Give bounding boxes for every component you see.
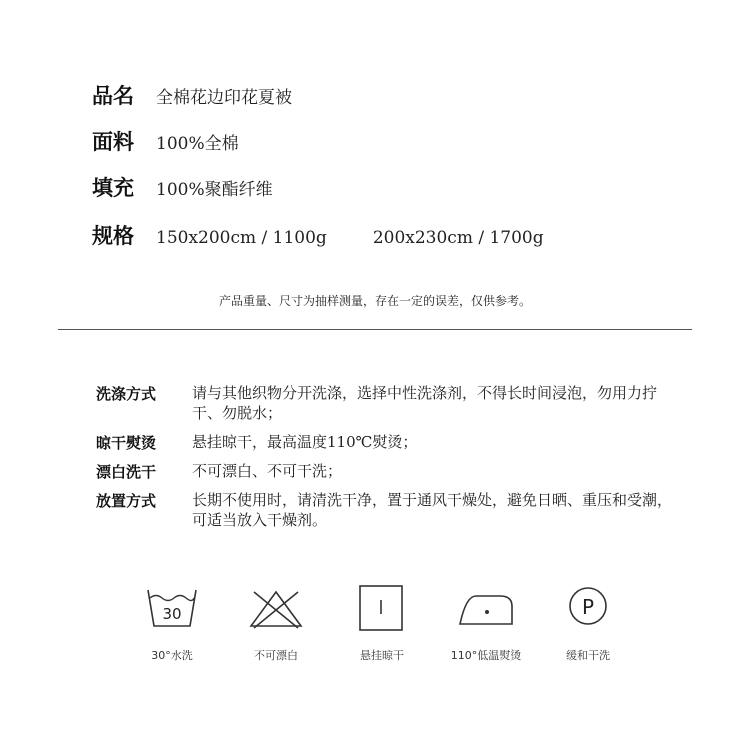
dry-clean-letter: P [581,595,595,619]
care-row-bleach [96,461,672,483]
icon-caption-iron: 110°低温熨烫 [450,649,522,662]
spec-label: 填充 [92,176,134,200]
spec-value: 100%全棉 [156,134,239,154]
spec-label: 规格 [92,224,134,248]
care-row-drying [96,432,672,454]
icon-caption-no-bleach: 不可漂白 [254,649,298,662]
care-label: 晾干熨烫 [96,434,157,452]
hang-dry-icon [352,584,412,632]
spec-value: 100%聚酯纤维 [156,180,273,200]
care-label: 放置方式 [96,492,157,510]
icon-caption-hang-dry: 悬挂晾干 [360,649,404,662]
spec-row-name [92,80,292,110]
spec-value-secondary: 200x230cm / 1700g [372,228,544,248]
no-bleach-icon [246,584,306,632]
spec-row-fabric [92,126,239,156]
icon-caption-wash: 30°水洗 [151,649,193,662]
spec-label: 面料 [92,130,134,154]
disclaimer-note: 产品重量、尺寸为抽样测量，存在一定的误差，仅供参考。 [218,294,531,308]
care-label: 洗涤方式 [96,385,157,403]
care-text: 长期不使用时，请清洗干净，置于通风干燥处，避免日晒、重压和受潮，可适当放入干燥剂。 [192,491,673,529]
icon-caption-dry-clean: 缓和干洗 [566,649,610,662]
care-label: 漂白洗干 [96,463,157,481]
iron-110-icon [456,584,516,632]
dry-clean-p-icon [558,584,618,632]
spec-row-filling [92,172,273,202]
care-text: 不可漂白、不可干洗； [192,462,343,480]
spec-label: 品名 [92,84,134,108]
divider [58,329,692,330]
care-text: 请与其他织物分开洗涤，选择中性洗涤剂，不得长时间浸泡，勿用力拧干、勿脱水； [192,384,658,422]
spec-value: 150x200cm / 1100g [156,228,327,248]
wash-temp-text: 30 [162,605,182,623]
spec-row-size [92,220,544,250]
care-row-washing [96,383,672,423]
care-text: 悬挂晾干，最高温度110℃熨烫； [192,433,418,451]
care-row-storage [96,490,672,530]
wash-30-icon [142,584,202,632]
spec-value: 全棉花边印花夏被 [156,88,292,108]
